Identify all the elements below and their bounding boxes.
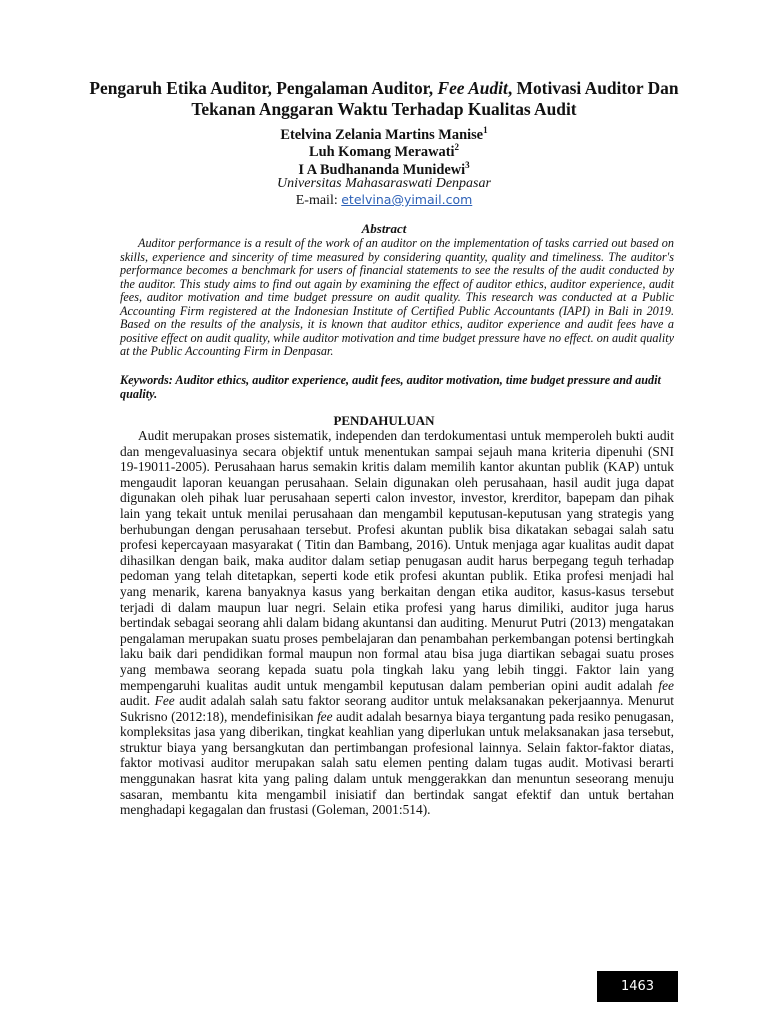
italic-fee-3: fee <box>316 708 333 724</box>
email-link[interactable]: etelvina@yimail.com <box>341 192 473 207</box>
author-1 <box>90 127 678 144</box>
abstract-text: Auditor performance is a result of the work of an auditor on the implementation of tasks carried out based on skills, experience and sincerity of time measured by considering quantity, quality and timeliness. The auditor's performance becomes a benchmark for users of financial statements to see the results of the audit conducted by the auditor. This study aims to find out again by examining the effect of auditor ethics, auditor experience, audit fees, auditor motivation and time budget pressure on audit quality. This research was conducted at a Public Accounting Firm registered at the Indonesian Institute of Certified Public Accountants (IAPI) in Bali in 2019. Based on the results of the analysis, it is known that auditor ethics, auditor experience and audit fees have a positive effect on audit quality, while auditor motivation and time budget pressure have no effect. on audit quality at the Public Accounting Firm in Denpasar. <box>120 236 674 358</box>
author-list <box>90 127 678 179</box>
abstract-heading: Abstract <box>361 221 407 236</box>
affiliation: Universitas Mahasaraswati Denpasar <box>277 176 491 191</box>
paper-title <box>70 78 698 120</box>
keywords: Keywords: Auditor ethics, auditor experience, audit fees, auditor motivation, time budget pressure and audit quality. <box>120 373 661 402</box>
paragraph-text-b: audit. <box>120 693 155 709</box>
paragraph-text-d: audit adalah besarnya biaya tergantung pada resiko penugasan, kompleksitas jasa yang diberikan, tingkat keahlian yang diperlukan untuk melaksanakan jasa tersebut, struktur biaya yang bersangkutan dan pertimbangan profesional lainnya. Selain faktor-faktor diatas, faktor motivasi auditor merupakan salah satu elemen penting dalam tugas audit. Motivasi berarti menggunakan hasrat kita yang paling dalam untuk menggerakkan dan menuntun seseorang menuju sasaran, membantu kita mengambil inisiatif dan bertindak sangat efektif dan untuk bertahan menghadapi kegagalan dan frustasi (Goleman, 2001:514). <box>120 708 674 818</box>
paragraph-text-a: Audit merupakan proses sistematik, independen dan terdokumentasi untuk memperoleh bukti audit dan mengevaluasinya secara objektif untuk menentukan sampai sejauh mana kriteria dipenuhi (SNI 19-19011-2005). Perusahaan harus semakin kritis dalam memilih kantor akuntan publik (KAP) untuk mengaudit laporan keuangan perusahaan. Selain digunakan oleh perusahaan, hasil audit juga dapat digunakan oleh pihak luar perusahaan seperti calon investor, investor, krerditor, bapepam dan pihak lain yang tekait untuk menilai perusahaan dan mengambil keputusan-keputusan yang strategis yang berhubungan dengan perusahaan tersebut. Profesi akuntan publik bisa dikatakan sebagai salah satu profesi kepercayaan masyarakat ( Titin dan Bambang, 2016). Untuk menjaga agar kualitas audit dapat dihasilkan dengan baik, maka auditor dalam setiap penugasan audit harus berpegang teguh terhadap pedoman yang telah ditetapkan, seperti kode etik profesi akuntan publik. Etika profesi menjadi hal yang menarik, karena banyaknya kasus yang berkaitan dengan etika auditor, kasus-kasus tersebut terjadi di dalam maupun luar negri. Selain etika profesi yang harus dimiliki, auditor juga harus bertindak sebagai seorang ahli dalam bidang akuntansi dan auditing. Menurut Putri (2013) mengatakan pengalaman merupakan suatu proses pembelajaran dan penambahan perkembangan potensi bertingkah laku baik dari pendidikan formal maupun non formal atau bisa juga diartikan sebagai suatu proses yang membawa seorang kepada suatu pola tingkah laku yang lebih tinggi. Faktor lain yang mempengaruhi kualitas audit untuk mengambil keputusan dalam pemberian opini audit adalah <box>120 428 674 693</box>
title-part-2: , Motivasi Auditor Dan Tekanan Anggaran Waktu Terhadap Kualitas Audit <box>191 78 679 119</box>
author-affil-mark: 3 <box>465 160 470 171</box>
author-affil-mark: 1 <box>483 125 488 136</box>
page-number: 1463 <box>597 971 678 1002</box>
paragraph-text-c: audit adalah salah satu faktor seorang auditor untuk melaksanakan pekerjaannya. Menurut Sukrisno (2012:18), mendefinisikan <box>120 693 674 724</box>
author-affil-mark: 2 <box>454 142 459 153</box>
author-name: Luh Komang Merawati <box>308 144 455 161</box>
email-line <box>90 191 678 209</box>
title-part-1: Pengaruh Etika Auditor, Pengalaman Auditor, <box>89 78 438 98</box>
email-label: E-mail: <box>295 193 342 208</box>
author-name: Etelvina Zelania Martins Manise <box>280 127 484 143</box>
italic-fee-1: fee <box>658 677 674 693</box>
section-paragraph <box>120 428 674 818</box>
title-italic: Fee Audit <box>437 78 508 98</box>
author-2 <box>90 144 678 161</box>
section-heading: PENDAHULUAN <box>333 413 435 428</box>
italic-fee-2: Fee <box>154 693 175 709</box>
author-name: I A Budhananda Munidewi <box>298 161 466 178</box>
